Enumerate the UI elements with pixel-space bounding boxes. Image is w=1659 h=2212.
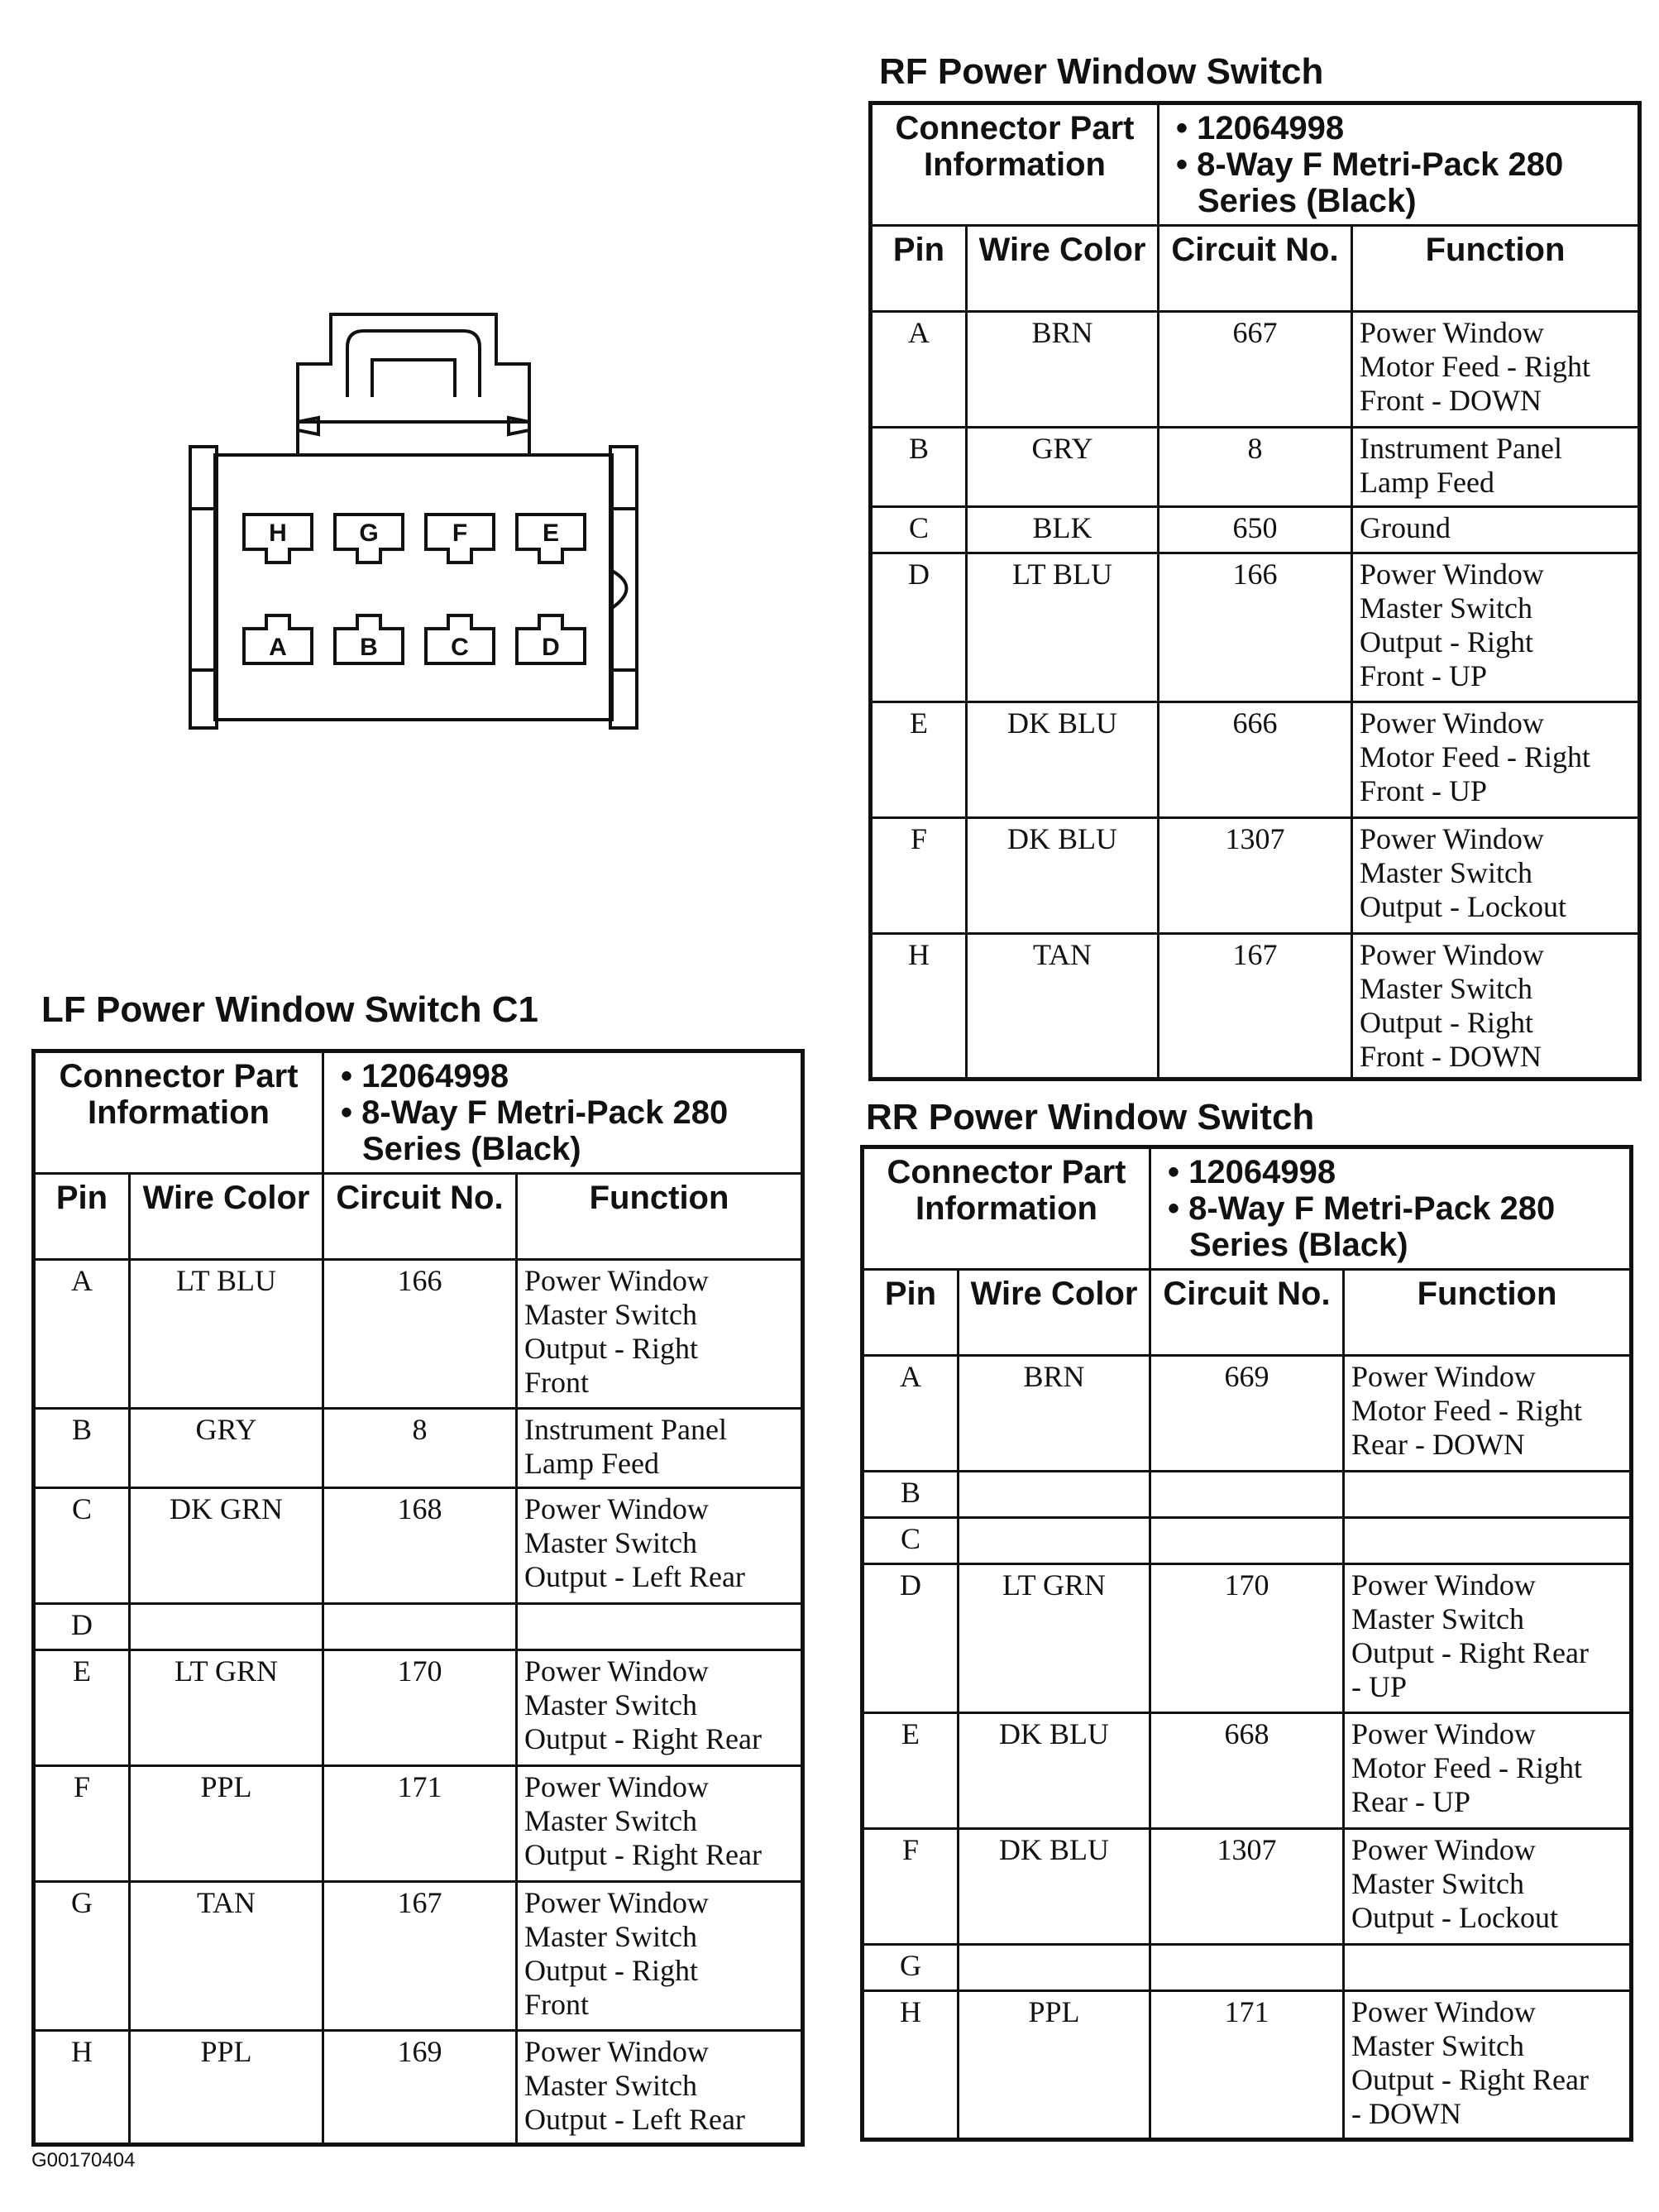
pin-cell: A <box>34 1260 130 1409</box>
wire-color-cell: LT BLU <box>130 1260 323 1409</box>
function-cell: Instrument Panel Lamp Feed <box>1352 428 1640 507</box>
wire-color-cell: TAN <box>967 934 1159 1080</box>
function-cell: Power Window Master Switch Output - Right Front <box>517 1260 803 1409</box>
pin-cell: D <box>34 1604 130 1650</box>
circuit-number-cell: 8 <box>1159 428 1352 507</box>
pin-cell: G <box>34 1882 130 2031</box>
rr-connector-type: • 8-Way F Metri-Pack 280 Series (Black) <box>1161 1190 1619 1263</box>
rf-part-number: • 12064998 <box>1169 110 1628 146</box>
function-cell: Ground <box>1352 507 1640 553</box>
pin-cell: A <box>871 312 967 428</box>
circuit-number-cell: 650 <box>1159 507 1352 553</box>
table-row <box>863 1356 1632 1472</box>
rf-header-pin: Pin <box>871 226 967 312</box>
pin-cell: E <box>863 1713 959 1829</box>
function-cell: Power Window Master Switch Output - Left Rear <box>517 2031 803 2145</box>
figure-id: G00170404 <box>31 2149 136 2171</box>
rr-header-wire: Wire Color <box>959 1270 1150 1356</box>
rr-part-number: • 12064998 <box>1161 1154 1619 1190</box>
lf-title: LF Power Window Switch C1 <box>41 989 538 1030</box>
pin-cell: E <box>34 1650 130 1766</box>
pin-cell: F <box>34 1766 130 1882</box>
wire-color-cell: GRY <box>130 1409 323 1488</box>
function-cell: Power Window Master Switch Output - Lockout <box>1344 1829 1632 1945</box>
table-row <box>871 702 1640 818</box>
wire-color-cell: LT GRN <box>130 1650 323 1766</box>
table-row <box>871 934 1640 1080</box>
rf-info-items <box>1159 103 1640 226</box>
wire-color-cell: DK BLU <box>959 1829 1150 1945</box>
circuit-number-cell: 8 <box>323 1409 517 1488</box>
pin-cell: A <box>863 1356 959 1472</box>
function-cell: Power Window Master Switch Output - Right Front - UP <box>1352 553 1640 702</box>
table-row <box>871 312 1640 428</box>
pin-cell: B <box>863 1472 959 1518</box>
rr-title: RR Power Window Switch <box>866 1097 1315 1137</box>
table-row <box>34 1650 803 1766</box>
rf-connector-type: • 8-Way F Metri-Pack 280 Series (Black) <box>1169 146 1628 219</box>
wire-color-cell: LT GRN <box>959 1564 1150 1713</box>
rr-info-items <box>1150 1147 1632 1270</box>
function-cell: Power Window Master Switch Output - Right Rear <box>517 1650 803 1766</box>
rf-info-label: Connector Part Information <box>871 103 1159 226</box>
lf-header-circuit: Circuit No. <box>323 1174 517 1260</box>
table-row <box>863 1518 1632 1564</box>
function-cell <box>1344 1945 1632 1991</box>
rf-header-circuit: Circuit No. <box>1159 226 1352 312</box>
rr-connector-table <box>860 1145 1633 2142</box>
function-cell <box>1344 1472 1632 1518</box>
wire-color-cell <box>959 1518 1150 1564</box>
table-row <box>871 428 1640 507</box>
circuit-number-cell <box>1150 1472 1344 1518</box>
circuit-number-cell: 667 <box>1159 312 1352 428</box>
function-cell: Power Window Master Switch Output - Right Rear - UP <box>1344 1564 1632 1713</box>
circuit-number-cell: 171 <box>323 1766 517 1882</box>
rr-header-pin: Pin <box>863 1270 959 1356</box>
lf-header-function: Function <box>517 1174 803 1260</box>
pin-label-f: F <box>452 519 468 547</box>
pin-cell: C <box>871 507 967 553</box>
wire-color-cell: GRY <box>967 428 1159 507</box>
wire-color-cell: LT BLU <box>967 553 1159 702</box>
wire-color-cell: DK GRN <box>130 1488 323 1604</box>
table-row <box>863 1472 1632 1518</box>
pin-cell: C <box>34 1488 130 1604</box>
pin-cell: H <box>863 1991 959 2140</box>
circuit-number-cell: 669 <box>1150 1356 1344 1472</box>
connector-face-diagram <box>182 298 662 745</box>
lf-info-label: Connector Part Information <box>34 1051 323 1174</box>
wire-color-cell <box>959 1945 1150 1991</box>
function-cell: Power Window Master Switch Output - Right Rear - DOWN <box>1344 1991 1632 2140</box>
pin-cell: D <box>871 553 967 702</box>
wire-color-cell <box>130 1604 323 1650</box>
pin-cell: G <box>863 1945 959 1991</box>
table-row <box>863 1564 1632 1713</box>
function-cell: Instrument Panel Lamp Feed <box>517 1409 803 1488</box>
rf-connector-table <box>868 101 1642 1081</box>
pin-label-b: B <box>360 634 378 661</box>
function-cell: Power Window Motor Feed - Right Rear - DOWN <box>1344 1356 1632 1472</box>
circuit-number-cell: 668 <box>1150 1713 1344 1829</box>
rr-header-function: Function <box>1344 1270 1632 1356</box>
lf-header-pin: Pin <box>34 1174 130 1260</box>
lf-connector-table <box>31 1049 805 2147</box>
circuit-number-cell: 170 <box>1150 1564 1344 1713</box>
function-cell: Power Window Master Switch Output - Right Front - DOWN <box>1352 934 1640 1080</box>
circuit-number-cell: 167 <box>323 1882 517 2031</box>
pin-cell: F <box>871 818 967 934</box>
wire-color-cell <box>959 1472 1150 1518</box>
circuit-number-cell: 170 <box>323 1650 517 1766</box>
rf-title: RF Power Window Switch <box>879 51 1324 92</box>
table-row <box>34 1882 803 2031</box>
circuit-number-cell: 167 <box>1159 934 1352 1080</box>
lf-header-wire: Wire Color <box>130 1174 323 1260</box>
table-row <box>34 1488 803 1604</box>
wire-color-cell: PPL <box>130 2031 323 2145</box>
function-cell: Power Window Master Switch Output - Left Rear <box>517 1488 803 1604</box>
function-cell: Power Window Motor Feed - Right Front - UP <box>1352 702 1640 818</box>
function-cell <box>517 1604 803 1650</box>
wire-color-cell: DK BLU <box>959 1713 1150 1829</box>
table-row <box>34 1604 803 1650</box>
rr-info-label: Connector Part Information <box>863 1147 1150 1270</box>
circuit-number-cell: 1307 <box>1150 1829 1344 1945</box>
rr-header-circuit: Circuit No. <box>1150 1270 1344 1356</box>
function-cell: Power Window Master Switch Output - Right Front <box>517 1882 803 2031</box>
table-row <box>863 1991 1632 2140</box>
circuit-number-cell: 168 <box>323 1488 517 1604</box>
table-row <box>863 1945 1632 1991</box>
table-row <box>34 1766 803 1882</box>
function-cell: Power Window Master Switch Output - Right Rear <box>517 1766 803 1882</box>
circuit-number-cell: 166 <box>323 1260 517 1409</box>
table-row <box>871 818 1640 934</box>
table-row <box>863 1829 1632 1945</box>
pin-cell: C <box>863 1518 959 1564</box>
wire-color-cell: BRN <box>967 312 1159 428</box>
pin-cell: E <box>871 702 967 818</box>
lf-info-items <box>323 1051 803 1174</box>
function-cell: Power Window Motor Feed - Right Rear - UP <box>1344 1713 1632 1829</box>
pin-cell: H <box>871 934 967 1080</box>
function-cell: Power Window Master Switch Output - Lockout <box>1352 818 1640 934</box>
circuit-number-cell: 666 <box>1159 702 1352 818</box>
lf-part-number: • 12064998 <box>334 1058 791 1094</box>
wire-color-cell: DK BLU <box>967 818 1159 934</box>
function-cell: Power Window Motor Feed - Right Front - DOWN <box>1352 312 1640 428</box>
circuit-number-cell: 169 <box>323 2031 517 2145</box>
wire-color-cell: TAN <box>130 1882 323 2031</box>
function-cell <box>1344 1518 1632 1564</box>
pin-cell: F <box>863 1829 959 1945</box>
wire-color-cell: PPL <box>959 1991 1150 2140</box>
pin-label-h: H <box>269 519 287 547</box>
circuit-number-cell <box>1150 1945 1344 1991</box>
circuit-number-cell: 1307 <box>1159 818 1352 934</box>
wire-color-cell: BLK <box>967 507 1159 553</box>
pin-label-g: G <box>359 519 379 547</box>
circuit-number-cell <box>1150 1518 1344 1564</box>
table-row <box>34 2031 803 2145</box>
pin-label-a: A <box>269 634 287 661</box>
rf-header-function: Function <box>1352 226 1640 312</box>
pin-cell: B <box>34 1409 130 1488</box>
pin-cell: B <box>871 428 967 507</box>
pin-label-e: E <box>542 519 560 547</box>
wire-color-cell: DK BLU <box>967 702 1159 818</box>
circuit-number-cell: 171 <box>1150 1991 1344 2140</box>
table-row <box>871 507 1640 553</box>
table-row <box>863 1713 1632 1829</box>
pin-label-d: D <box>542 634 560 661</box>
wire-color-cell: BRN <box>959 1356 1150 1472</box>
pin-cell: D <box>863 1564 959 1713</box>
wire-color-cell: PPL <box>130 1766 323 1882</box>
pin-label-c: C <box>451 634 469 661</box>
circuit-number-cell <box>323 1604 517 1650</box>
pin-cell: H <box>34 2031 130 2145</box>
table-row <box>871 553 1640 702</box>
circuit-number-cell: 166 <box>1159 553 1352 702</box>
lf-connector-type: • 8-Way F Metri-Pack 280 Series (Black) <box>334 1094 791 1167</box>
table-row <box>34 1260 803 1409</box>
rf-header-wire: Wire Color <box>967 226 1159 312</box>
table-row <box>34 1409 803 1488</box>
